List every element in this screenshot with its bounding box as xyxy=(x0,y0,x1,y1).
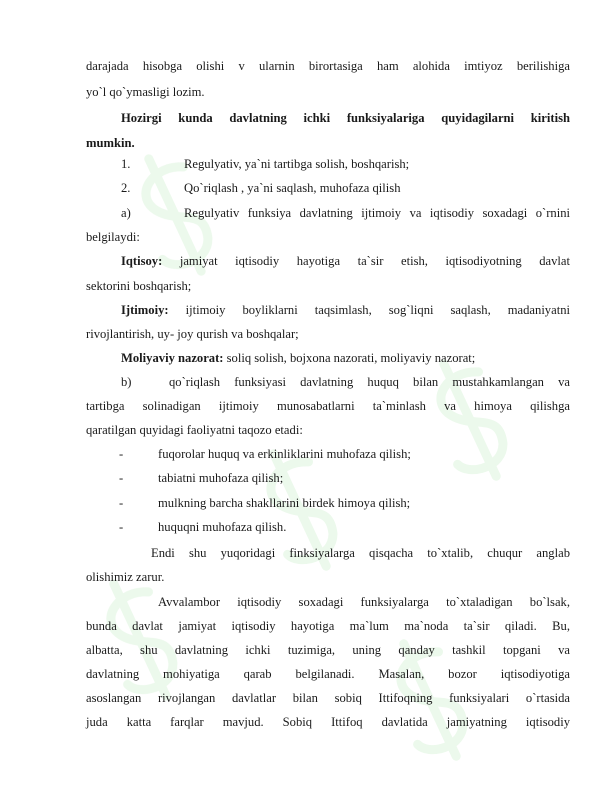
list-item-2 xyxy=(121,180,570,196)
term-iqtisoy xyxy=(121,253,570,269)
term-text: ijtimoiy boyliklarni taqsimlash, sog`liqni saqlash, madaniyatni xyxy=(168,303,570,317)
term-text: soliq solish, bojxona nazorati, moliyaviy nazorat; xyxy=(223,351,476,365)
list-item-a xyxy=(121,205,570,221)
section-heading-cont: mumkin. xyxy=(86,136,135,150)
paragraph-line: juda katta farqlar mavjud. Sobiq Ittifoq davlatida jamiyatning iqtisodiy xyxy=(86,715,570,729)
term-label: Ijtimoiy: xyxy=(121,303,169,317)
paragraph-line: tartibga solinadigan ijtimoiy munosabatlarni ta`minlash va himoya qilishga xyxy=(86,399,570,413)
paragraph-line: sektorini boshqarish; xyxy=(86,279,192,293)
paragraph-line: davlatning mohiyatiga qarab belgilanadi. Masalan, bozor iqtisodiyotiga xyxy=(86,667,570,681)
list-item-text: Qo`riqlash , ya`ni saqlash, muhofaza qilish xyxy=(184,181,401,195)
list-item-text: Regulyativ, ya`ni tartibga solish, boshqarish; xyxy=(184,157,410,171)
list-number: 1. xyxy=(121,157,131,171)
term-text: jamiyat iqtisodiy hayotiga ta`sir etish, iqtisodiyotning davlat xyxy=(162,254,570,268)
paragraph-line: bunda davlat jamiyat iqtisodiy hayotiga ma`lum ma`noda ta`sir qiladi. Bu, xyxy=(86,619,570,633)
dash-marker: - xyxy=(119,520,124,534)
dash-item-1 xyxy=(86,446,570,462)
paragraph-line: yo`l qo`ymasligi lozim. xyxy=(86,85,205,99)
dash-marker: - xyxy=(119,471,124,485)
dash-marker: - xyxy=(119,496,124,510)
list-item-1 xyxy=(121,156,570,172)
paragraph-line: qaratilgan quyidagi faoliyatni taqozo etadi: xyxy=(86,423,303,437)
list-letter: a) xyxy=(121,206,131,220)
section-heading: Hozirgi kunda davlatning ichki funksiyalariga quyidagilarni kiritish xyxy=(121,111,570,125)
dash-item-2 xyxy=(86,470,570,486)
paragraph-line: belgilaydi: xyxy=(86,230,140,244)
dash-item-text: fuqorolar huquq va erkinliklarini muhofaza qilish; xyxy=(158,447,411,461)
term-ijtimoiy xyxy=(121,302,570,318)
term-label: Iqtisoy: xyxy=(121,254,163,268)
dash-item-4 xyxy=(86,519,570,535)
dash-item-3 xyxy=(86,495,570,511)
paragraph-line: Endi shu yuqoridagi finksiyalarga qisqacha to`xtalib, chuqur anglab xyxy=(151,546,570,560)
term-moliyaviy xyxy=(121,350,475,366)
paragraph-line: olishimiz zarur. xyxy=(86,570,165,584)
dash-item-text: tabiatni muhofaza qilish; xyxy=(158,471,284,485)
list-item-text: qo`riqlash funksiyasi davlatning huquq bilan mustahkamlangan va xyxy=(169,375,570,389)
dash-marker: - xyxy=(119,447,124,461)
dash-item-text: huquqni muhofaza qilish. xyxy=(158,520,287,534)
list-letter: b) xyxy=(121,375,132,389)
paragraph-line: asoslangan rivojlangan davlatlar bilan sobiq Ittifoqning funksiyalari o`rtasida xyxy=(86,691,570,705)
list-item-b xyxy=(121,374,570,390)
paragraph-line: rivojlantirish, uy- joy qurish va boshqalar; xyxy=(86,327,299,341)
term-label: Moliyaviy nazorat: xyxy=(121,351,224,365)
paragraph-line: albatta, shu davlatning ichki tuzimiga, uning qanday tashkil topgani va xyxy=(86,643,570,657)
dash-item-text: mulkning barcha shakllarini birdek himoya qilish; xyxy=(158,496,411,510)
paragraph-line: Avvalambor iqtisodiy soxadagi funksiyalarga to`xtaladigan bo`lsak, xyxy=(158,595,570,609)
list-number: 2. xyxy=(121,181,131,195)
paragraph-line: darajada hisobga olishi v ularnin birortasiga ham alohida imtiyoz berilishiga xyxy=(86,59,570,73)
list-item-text: Regulyativ funksiya davlatning ijtimoiy va iqtisodiy soxadagi o`rnini xyxy=(184,206,570,220)
